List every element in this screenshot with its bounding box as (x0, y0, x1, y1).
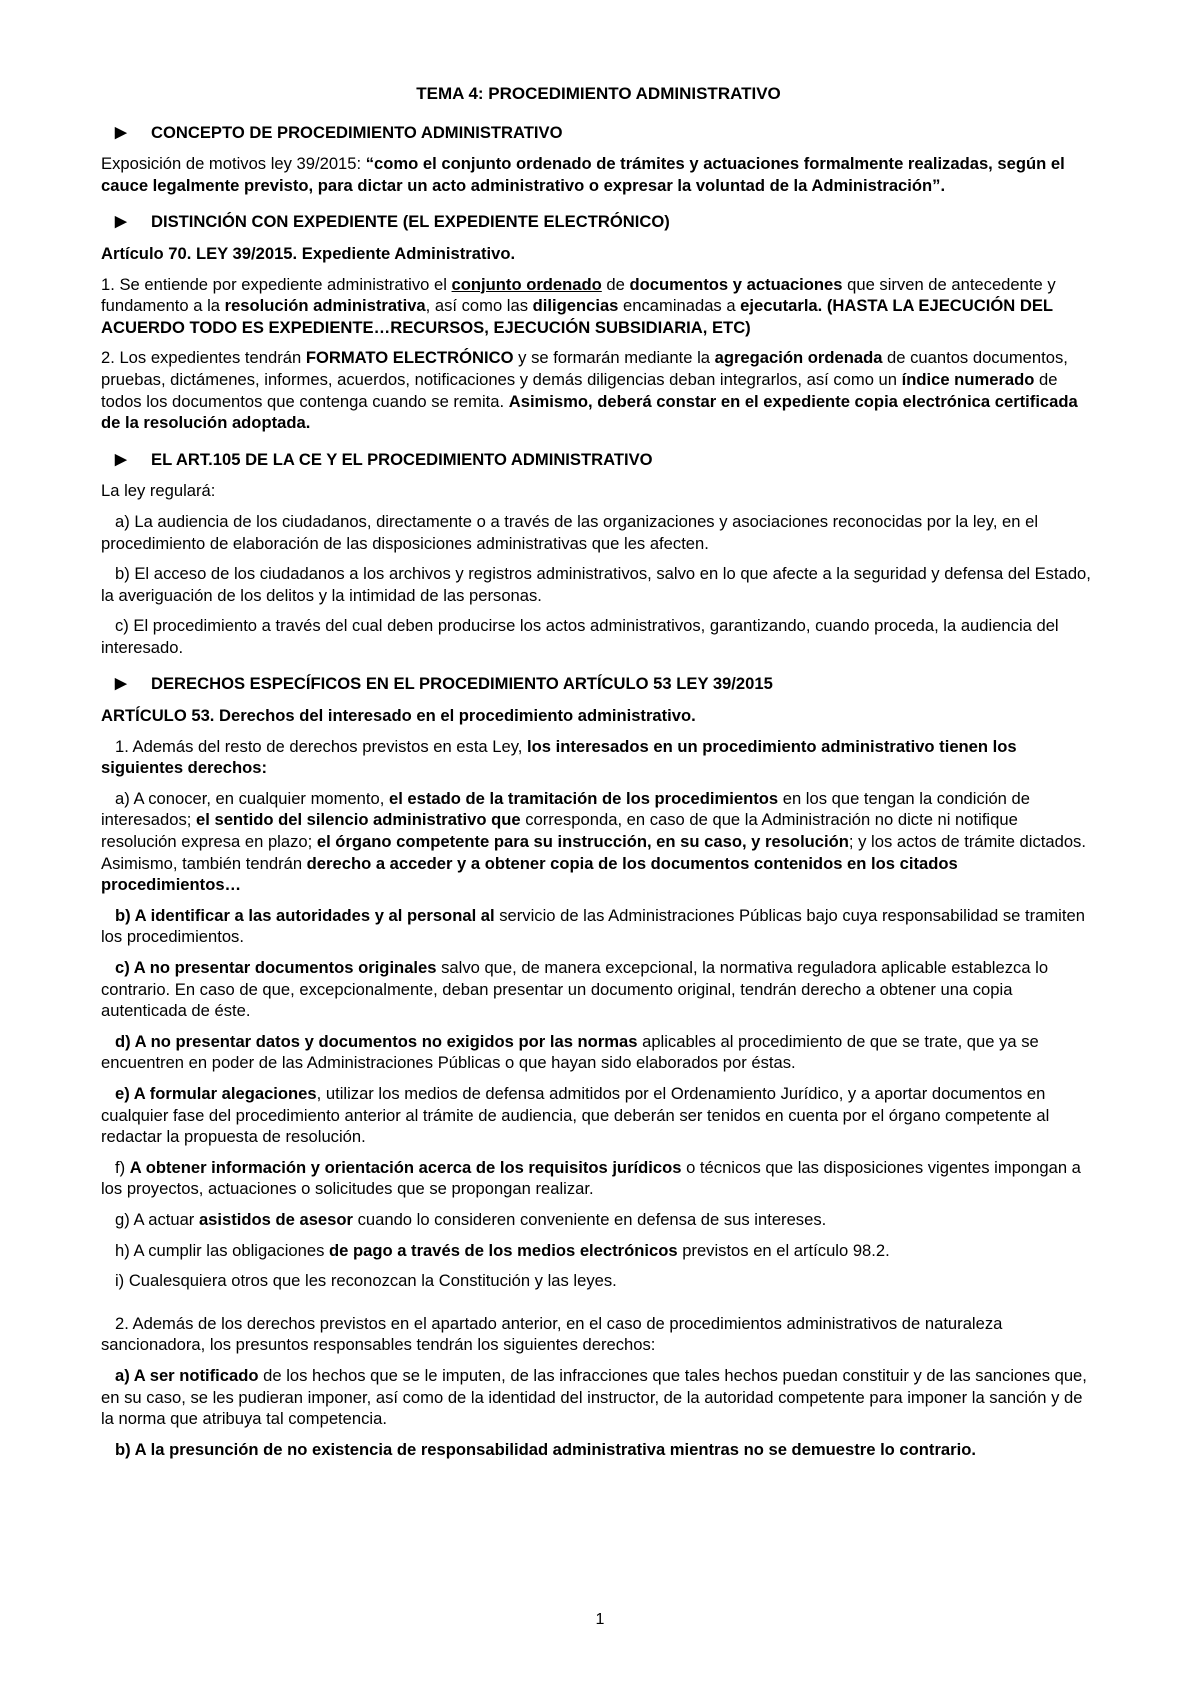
article-title: ARTÍCULO 53. Derechos del interesado en el procedimiento administrativo. (101, 706, 696, 726)
paragraph: 1. Se entiende por expediente administrativo el conjunto ordenado de documentos y actuaciones que sirven de antecedente y fundamento a la resolución administrativa, así como las diligencias encaminadas a ejecutarla. (HASTA LA EJECUCIÓN DEL ACUERDO TODO ES EXPEDIENTE…RECURSOS, EJECUCIÓN SUBSIDIARIA, ETC) (101, 274, 1056, 337)
arrow-bullet-icon: ▶ (115, 675, 127, 693)
list-item: e) A formular alegaciones, utilizar los medios de defensa admitidos por el Ordenamiento Jurídico, y a aportar documentos en cualquier fase del procedimiento anterior al trámite de audiencia, que deberán ser tenidos en cuenta por el órgano competente al redactar la propuesta de resolución. (101, 1083, 1050, 1147)
section-heading-derechos (101, 673, 1096, 695)
paragraph: Exposición de motivos ley 39/2015: “como el conjunto ordenado de trámites y actuaciones formalmente realizadas, según el cauce legalmente previsto, para dictar un acto administrativo o expresar la voluntad de la Administración”. (101, 154, 1065, 195)
list-item: c) El procedimiento a través del cual deben producirse los actos administrativos, garantizando, cuando proceda, la audiencia del interesado. (101, 616, 1059, 657)
list-item: f) A obtener información y orientación acerca de los requisitos jurídicos o técnicos que las disposiciones vigentes impongan a los proyectos, actuaciones o solicitudes que se propongan realizar. (101, 1157, 1081, 1199)
arrow-bullet-icon: ▶ (115, 213, 127, 231)
section-heading-concepto (101, 122, 1096, 144)
list-item: b) A identificar a las autoridades y al personal al servicio de las Administraciones Públicas bajo cuya responsabilidad se tramiten los procedimientos. (101, 905, 1085, 947)
heading-text: DISTINCIÓN CON EXPEDIENTE (EL EXPEDIENTE ELECTRÓNICO) (151, 212, 670, 232)
page-number: 1 (595, 1611, 605, 1628)
list-item: a) A conocer, en cualquier momento, el estado de la tramitación de los procedimientos en los que tengan la condición de interesados; el sentido del silencio administrativo que corresponda, en caso de que la Administración no dicte ni notifique resolución expresa en plazo; el órgano competente para su instrucción, en su caso, y resolución; y los actos de trámite dictados. Asimismo, también tendrán derecho a acceder y a obtener copia de los documentos contenidos en los citados procedimientos… (101, 788, 1086, 895)
paragraph: 2. Los expedientes tendrán FORMATO ELECTRÓNICO y se formarán mediante la agregación ordenada de cuantos documentos, pruebas, dictámenes, informes, acuerdos, notificaciones y demás diligencias deban integrarlos, así como un índice numerado de todos los documentos que contenga cuando se remita. Asimismo, deberá constar en el expediente copia electrónica certificada de la resolución adoptada. (101, 348, 1078, 433)
article-title: Artículo 70. LEY 39/2015. Expediente Administrativo. (101, 243, 516, 263)
list-item: a) A ser notificado de los hechos que se le imputen, de las infracciones que tales hechos puedan constituir y de las sanciones que, en su caso, se les pudieran imponer, así como de la identidad del instructor, de la autoridad competente para imponer la sanción y de la norma que atribuya tal competencia. (101, 1365, 1087, 1429)
heading-text: EL ART.105 DE LA CE Y EL PROCEDIMIENTO ADMINISTRATIVO (151, 449, 653, 469)
section-heading-art105 (101, 449, 1096, 471)
paragraph: 1. Además del resto de derechos previstos en esta Ley, los interesados en un procedimiento administrativo tienen los siguientes derechos: (101, 736, 1017, 778)
list-item: g) A actuar asistidos de asesor cuando lo consideren conveniente en defensa de sus intereses. (115, 1209, 827, 1229)
list-item: h) A cumplir las obligaciones de pago a través de los medios electrónicos previstos en el artículo 98.2. (115, 1240, 890, 1260)
paragraph: 2. Además de los derechos previstos en el apartado anterior, en el caso de procedimientos administrativos de naturaleza sancionadora, los presuntos responsables tendrán los siguientes derechos: (101, 1313, 1003, 1355)
list-item: c) A no presentar documentos originales salvo que, de manera excepcional, la normativa reguladora aplicable establezca lo contrario. En caso de que, excepcionalmente, deban presentar un documento original, tendrán derecho a obtener una copia autenticada de éste. (101, 958, 1049, 1021)
heading-text: DERECHOS ESPECÍFICOS EN EL PROCEDIMIENTO ARTÍCULO 53 LEY 39/2015 (151, 674, 773, 694)
heading-text: CONCEPTO DE PROCEDIMIENTO ADMINISTRATIVO (151, 122, 563, 142)
list-item: i) Cualesquiera otros que les reconozcan la Constitución y las leyes. (115, 1271, 617, 1291)
arrow-bullet-icon: ▶ (115, 450, 127, 468)
section-heading-distincion (101, 211, 1096, 233)
list-item: d) A no presentar datos y documentos no exigidos por las normas aplicables al procedimiento de que se trate, que ya se encuentren en poder de las Administraciones Públicas o que hayan sido elaborados por éstas. (101, 1031, 1039, 1073)
list-item: b) El acceso de los ciudadanos a los archivos y registros administrativos, salvo en lo que afecte a la seguridad y defensa del Estado, la averiguación de los delitos y la intimidad de las personas. (101, 564, 1091, 605)
paragraph: La ley regulará: (101, 481, 216, 501)
page-title: TEMA 4: PROCEDIMIENTO ADMINISTRATIVO (416, 84, 781, 103)
arrow-bullet-icon: ▶ (115, 123, 127, 141)
list-item: b) A la presunción de no existencia de responsabilidad administrativa mientras no se demuestre lo contrario. (115, 1439, 976, 1459)
list-item: a) La audiencia de los ciudadanos, directamente o a través de las organizaciones y asociaciones reconocidas por la ley, en el procedimiento de elaboración de las disposiciones administrativas que les afecten. (101, 511, 1039, 553)
